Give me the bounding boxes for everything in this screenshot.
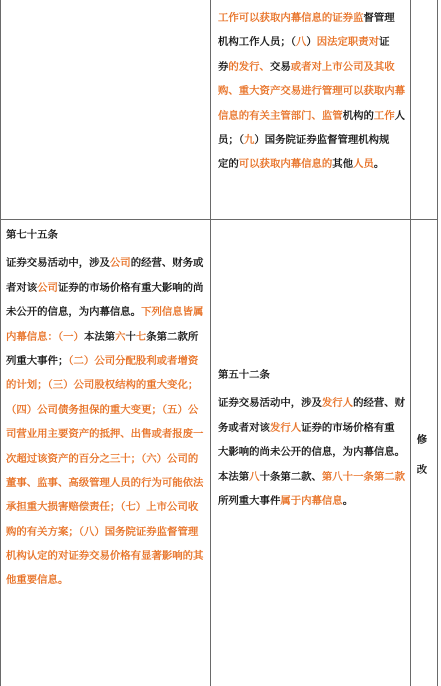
text-line (218, 416, 408, 440)
highlighted-text: 工作可以获取内幕信息的证券监 (218, 12, 364, 24)
text-segment: 交易 (269, 60, 291, 73)
text-segment: 督管理 (363, 12, 395, 24)
text-segment: 未公开的信息，为内幕信息。 (6, 306, 142, 319)
text-line (6, 471, 208, 495)
original-article-75 (6, 223, 208, 593)
highlighted-text: 内幕信息：（一） (6, 330, 84, 343)
text-line (218, 104, 408, 128)
text-segment: 证券的市场价格有重大影响的尚 (57, 281, 204, 294)
highlighted-text: 公司 (109, 257, 131, 270)
text-line (6, 349, 208, 373)
highlighted-text: 九 (243, 133, 255, 146)
text-segment: 本法第 (83, 330, 116, 343)
highlighted-text: （二）公司分配股利或者增资 (68, 354, 199, 367)
text-segment: 务或者对该 (218, 421, 270, 434)
text-segment: 条第二款所 (146, 330, 199, 343)
text-segment: 证 (379, 36, 390, 49)
text-line (6, 300, 208, 324)
text-segment: 。 (373, 158, 385, 171)
text-segment: 者对该 (6, 281, 38, 294)
text-segment: 员；（ (218, 133, 244, 146)
highlighted-text: 公司 (37, 281, 58, 294)
table-border-right (437, 0, 438, 686)
text-line (6, 520, 208, 544)
highlighted-text: 次超过该资产的百分之三十；（六）公司的 (6, 452, 199, 465)
highlighted-text: 第八十一条第二款 (321, 470, 406, 483)
text-segment: 定的 (218, 158, 239, 171)
text-segment: 证券交易活动中，涉及 (218, 397, 322, 410)
text-segment: 十 (125, 330, 136, 343)
text-line (218, 55, 408, 79)
text-segment: 十条第二款、 (259, 470, 322, 483)
text-line (218, 465, 408, 489)
highlighted-text: 机构认定的对证券交易价格有显著影响的其 (6, 550, 204, 563)
text-segment: 机构的 (342, 109, 374, 122)
text-line (218, 440, 408, 464)
highlighted-text: 的计划；（三）公司股权结构的重大变化； (6, 379, 199, 392)
highlighted-text: 属于内幕信息 (280, 494, 343, 507)
highlighted-text: 八 (295, 36, 307, 49)
highlighted-text: 八 (249, 470, 260, 483)
text-line (218, 363, 408, 387)
text-segment: 其他 (332, 158, 354, 171)
text-segment: 所列重大事件 (218, 494, 281, 507)
highlighted-text: 司营业用主要资产的抵押、出售或者报废一 (6, 428, 204, 441)
column-divider-2 (410, 0, 411, 686)
text-line (6, 447, 208, 471)
text-segment: 第五十二条 (218, 369, 270, 381)
text-line (218, 391, 408, 415)
text-line (218, 152, 408, 176)
top-row-amended-text (218, 6, 408, 177)
text-line (218, 6, 408, 30)
highlighted-text: 或者对上市公司及其收 (290, 60, 395, 73)
text-segment: 大影响的尚未公开的信息，为内幕信息。 (218, 446, 406, 459)
highlighted-text: 的发行、 (228, 60, 270, 73)
highlighted-text: 六 (115, 330, 126, 343)
column-divider-1 (210, 0, 211, 686)
text-line (6, 398, 208, 422)
text-line (6, 223, 208, 247)
text-line (6, 325, 208, 349)
highlighted-text: 他重要信息。 (6, 574, 69, 587)
text-segment: 列重大事件； (6, 354, 69, 367)
change-type-char: 改 (416, 464, 428, 476)
highlighted-text: 因法定职责对 (316, 36, 380, 49)
highlighted-text: 发行人 (269, 421, 302, 434)
text-segment: 证券的市场价格有重 (301, 421, 395, 434)
highlighted-text: 购的有关方案；（八）国务院证券监督管理 (6, 525, 199, 538)
text-segment: 证券交易活动中，涉及 (6, 257, 110, 270)
highlighted-text: 可以获取内幕信息的 (238, 158, 333, 171)
text-line (6, 373, 208, 397)
highlighted-text: 人员 (353, 158, 374, 171)
highlighted-text: 承担重大损害赔偿责任；（七）上市公司收 (6, 501, 199, 514)
highlighted-text: 董事、监事、高级管理人员的行为可能依法 (6, 476, 204, 489)
text-segment: 券 (218, 60, 229, 73)
text-line (218, 79, 408, 103)
text-line (6, 276, 208, 300)
change-type-char: 修 (416, 434, 428, 446)
row-divider (0, 219, 438, 220)
highlighted-text: 发行人 (321, 397, 354, 410)
text-line (6, 544, 208, 568)
highlighted-text: 工作 (373, 109, 395, 122)
amended-article-52 (218, 363, 408, 513)
text-segment: 的经营、财务或 (130, 257, 204, 270)
highlighted-text: 购、重大资产交易进行管理可以获取内幕 (218, 85, 406, 98)
highlighted-text: 七 (135, 330, 147, 343)
highlighted-text: 下列信息皆属 (141, 306, 204, 319)
table-border-left (0, 0, 1, 686)
text-line (6, 568, 208, 592)
text-line (6, 422, 208, 446)
text-segment: 人 (394, 109, 406, 122)
text-segment: ） (306, 36, 317, 49)
text-line (218, 489, 408, 513)
text-line (6, 251, 208, 275)
text-line (218, 128, 408, 152)
change-type-label (412, 425, 432, 485)
text-line (6, 495, 208, 519)
highlighted-text: （四）公司债务担保的重大变更；（五）公 (6, 403, 199, 416)
text-segment: ）国务院证券监督管理机构规 (254, 133, 390, 146)
text-segment: 本法第 (218, 470, 250, 483)
text-segment: 机构工作人员；（ (218, 36, 296, 49)
highlighted-text: 信息的有关主管部门、监管 (218, 109, 343, 122)
text-segment: 第七十五条 (6, 229, 58, 241)
text-segment: 。 (342, 494, 354, 507)
text-segment: 的经营、财 (353, 397, 406, 410)
text-line (218, 30, 408, 54)
